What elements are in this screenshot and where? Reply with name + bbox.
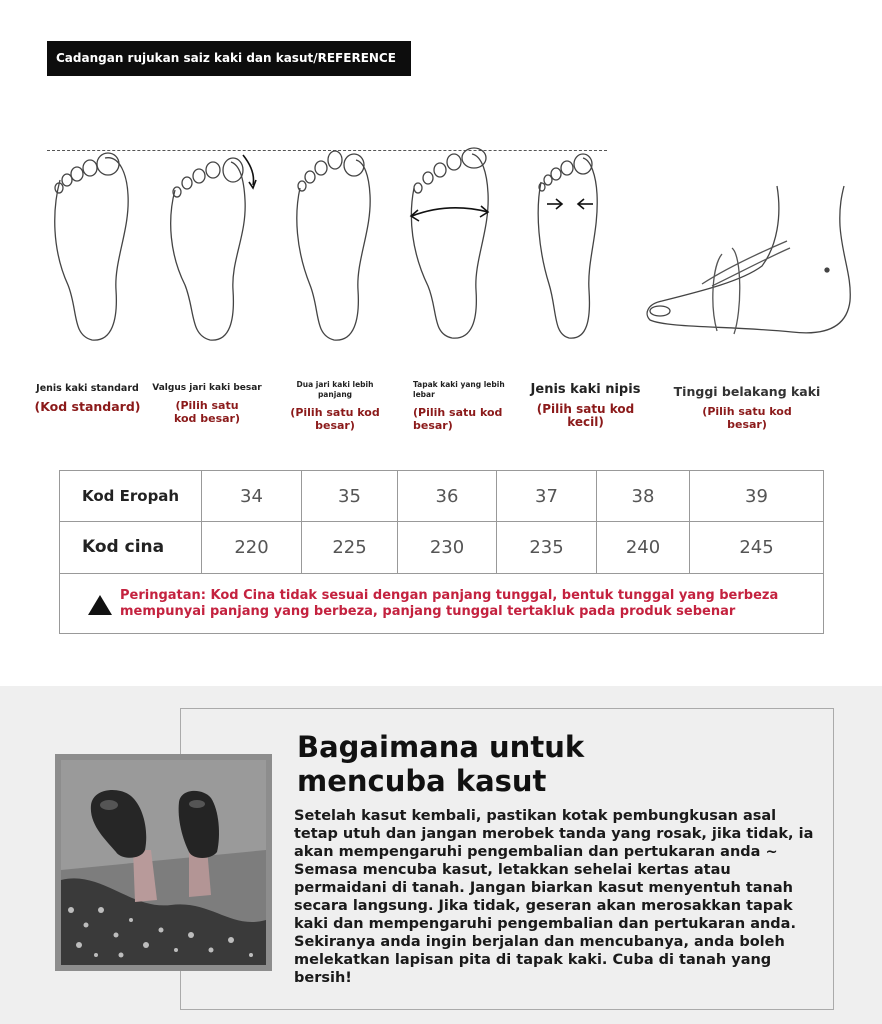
try-on-title [297, 730, 584, 798]
eu-size-cell: 39 [745, 485, 768, 507]
foot-type-code: (Pilih satu kod kecil) [536, 402, 635, 429]
eu-size-cell: 38 [597, 471, 690, 521]
hallux-valgus-foot-icon [165, 150, 260, 349]
reference-banner: Cadangan rujukan saiz kaki dan kasut/REFERENCE [47, 41, 411, 76]
foot-type-code: (Pilih satu kod besar) [413, 406, 503, 432]
eu-size-cell: 37 [497, 471, 597, 521]
foot-type-code: (Kod standard) [34, 399, 141, 414]
cn-size-cell: 245 [739, 536, 774, 558]
foot-type-code: (Pilih satu kod besar) [290, 406, 380, 432]
wide-foot-icon [408, 148, 493, 347]
long-second-toe-foot-icon [292, 150, 377, 349]
try-on-title-line1: Bagaimana untuk [297, 730, 585, 764]
try-on-section [0, 686, 882, 1024]
foot-type-wide [413, 380, 518, 432]
shoe-photo [55, 754, 272, 971]
cn-size-cell: 220 [202, 521, 302, 573]
cn-size-cell: 225 [302, 521, 398, 573]
foot-type-high-instep [672, 384, 822, 431]
eu-size-label: Kod Eropah [60, 471, 202, 521]
eu-size-cell: 36 [398, 471, 497, 521]
high-instep-foot-icon [642, 186, 852, 345]
table-row-eu [60, 471, 823, 522]
try-on-title-line2: mencuba kasut [297, 764, 547, 798]
foot-type-name: Tapak kaki yang lebih lebar [413, 380, 505, 399]
thin-foot-icon [535, 152, 605, 346]
foot-type-long-second-toe [290, 380, 390, 432]
foot-type-hallux-valgus [152, 383, 262, 425]
size-chart-table [59, 470, 824, 634]
foot-type-name: Tinggi belakang kaki [673, 384, 821, 399]
foot-type-thin [518, 382, 653, 429]
foot-type-name: Jenis kaki standard [36, 383, 139, 394]
try-on-instructions: Setelah kasut kembali, pastikan kotak pembungkusan asal tetap utuh dan jangan merobek tanda yang rosak, jika tidak, ia akan mempengaruhi pengembalian dan pertukaran anda ~ Semasa mencuba kasut, letakkan sehelai kertas atau permaidani di tanah. Jangan biarkan kasut menyentuh tanah secara langsung. Jika tidak, geseran akan merosakkan tapak kaki dan mempengaruhi pengembalian dan pertukaran anda. Sekiranya anda ingin berjalan dan mencubanya, anda boleh melekatkan lapisan pita di tapak kaki. Cuba di tanah yang bersih! [294, 808, 814, 986]
cn-size-cell: 235 [497, 521, 597, 573]
cn-size-label: Kod cina [60, 521, 202, 573]
foot-type-name: Valgus jari kaki besar [152, 383, 262, 393]
warning-text: Peringatan: Kod Cina tidak sesuai dengan panjang tunggal, bentuk tunggal yang berbeza mempunyai panjang yang berbeza, panjang tunggal tertakluk pada produk sebenar [120, 588, 779, 619]
foot-type-name: Jenis kaki nipis [530, 382, 641, 397]
size-warning [60, 574, 823, 634]
warning-triangle-icon [88, 595, 112, 615]
foot-type-code: (Pilih satu kod besar) [173, 399, 241, 425]
foot-type-standard [30, 383, 145, 413]
cn-size-cell: 240 [597, 521, 690, 573]
foot-type-code: (Pilih satu kod besar) [702, 405, 792, 431]
foot-type-name: Dua jari kaki lebih panjang [296, 380, 374, 399]
cn-size-cell: 230 [398, 521, 497, 573]
eu-size-cell: 35 [302, 471, 398, 521]
table-row-cn [60, 521, 823, 574]
eu-size-cell: 34 [202, 471, 302, 521]
standard-foot-icon [50, 150, 135, 349]
